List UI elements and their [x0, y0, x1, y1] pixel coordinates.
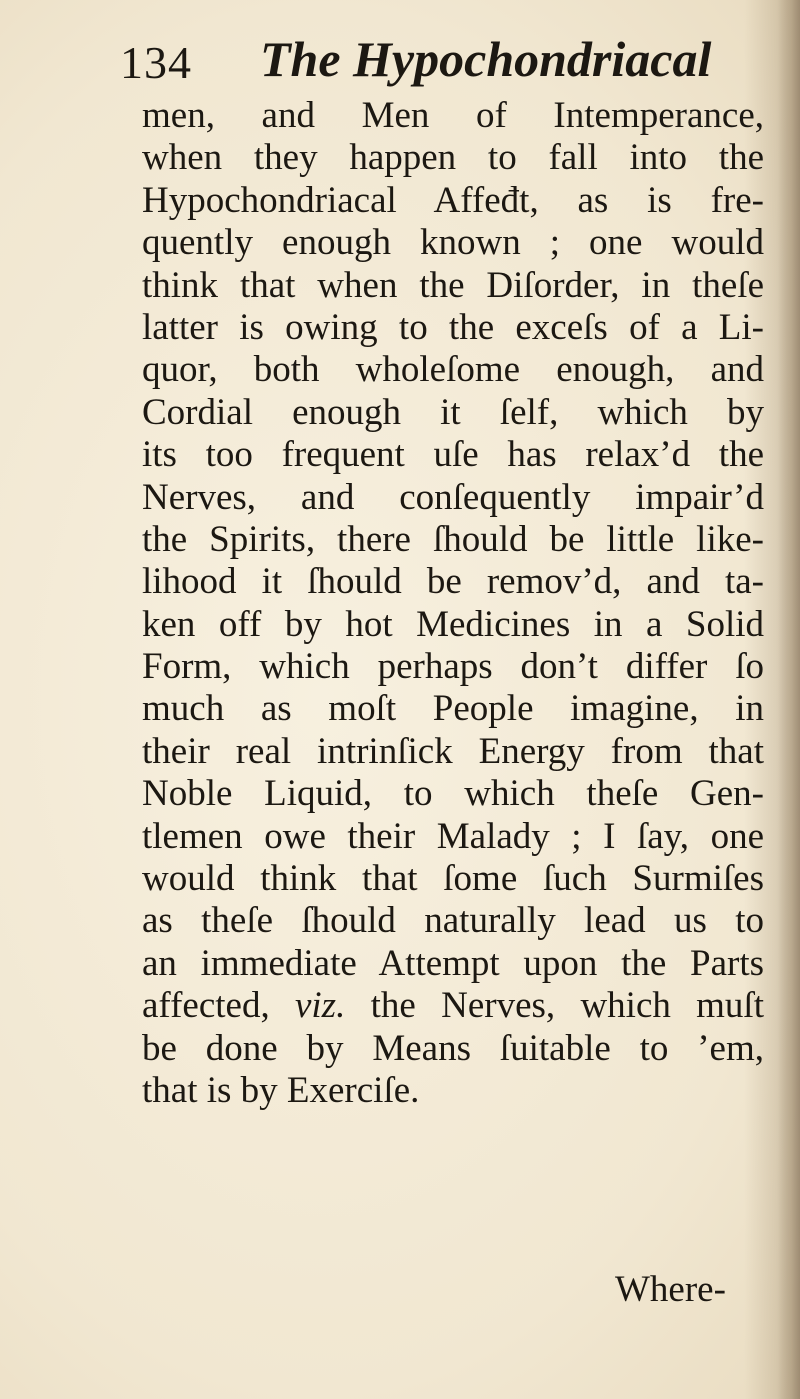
text-line: Nerves, and conſequently impair’d [142, 476, 764, 518]
text-line: as theſe ſhould naturally lead us to [142, 900, 764, 942]
page-edge-shadow [778, 0, 800, 1399]
body-text [142, 95, 764, 1112]
text-line: when they happen to fall into the [142, 137, 764, 179]
text-line: lihood it ſhould be remov’d, and ta- [142, 561, 764, 603]
catchword: Where- [615, 1269, 726, 1310]
text-segment: affected, [142, 985, 295, 1027]
page-header [120, 30, 720, 100]
text-line: Noble Liquid, to which theſe Gen- [142, 773, 764, 815]
text-line: an immediate Attempt upon the Parts [142, 942, 764, 984]
text-line: that is by Exerciſe. [142, 1069, 420, 1111]
text-line: men, and Men of Intemperance, [142, 95, 764, 136]
page-number: 134 [120, 37, 192, 88]
text-line [142, 985, 764, 1027]
text-line: be done by Means ſuitable to ’em, [142, 1027, 764, 1069]
text-line: would think that ſome ſuch Surmiſes [142, 858, 764, 900]
text-line: their real intrinſick Energy from that [142, 730, 764, 772]
running-head: The Hypochondriacal [260, 31, 712, 87]
text-line: its too frequent uſe has relax’d the [142, 434, 764, 476]
text-line: ken off by hot Medicines in a Solid [142, 603, 764, 645]
text-line: much as moſt People imagine, in [142, 688, 764, 730]
text-line: the Spirits, there ſhould be little like- [142, 518, 764, 560]
text-line: Hypochondriacal Affeđt, as is fre- [142, 179, 764, 221]
text-line: quently enough known ; one would [142, 222, 764, 264]
text-line: Cordial enough it ſelf, which by [142, 391, 764, 433]
text-line: think that when the Diſorder, in theſe [142, 264, 764, 306]
text-line: Form, which perhaps don’t differ ſo [142, 646, 764, 688]
text-line: tlemen owe their Malady ; I ſay, one [142, 815, 764, 857]
italic-abbreviation: viz. [294, 985, 346, 1027]
text-line: latter is owing to the exceſs of a Li- [142, 306, 764, 348]
text-segment: the Nerves, which muſt [345, 985, 764, 1027]
text-line: quor, both wholeſome enough, and [142, 349, 764, 391]
